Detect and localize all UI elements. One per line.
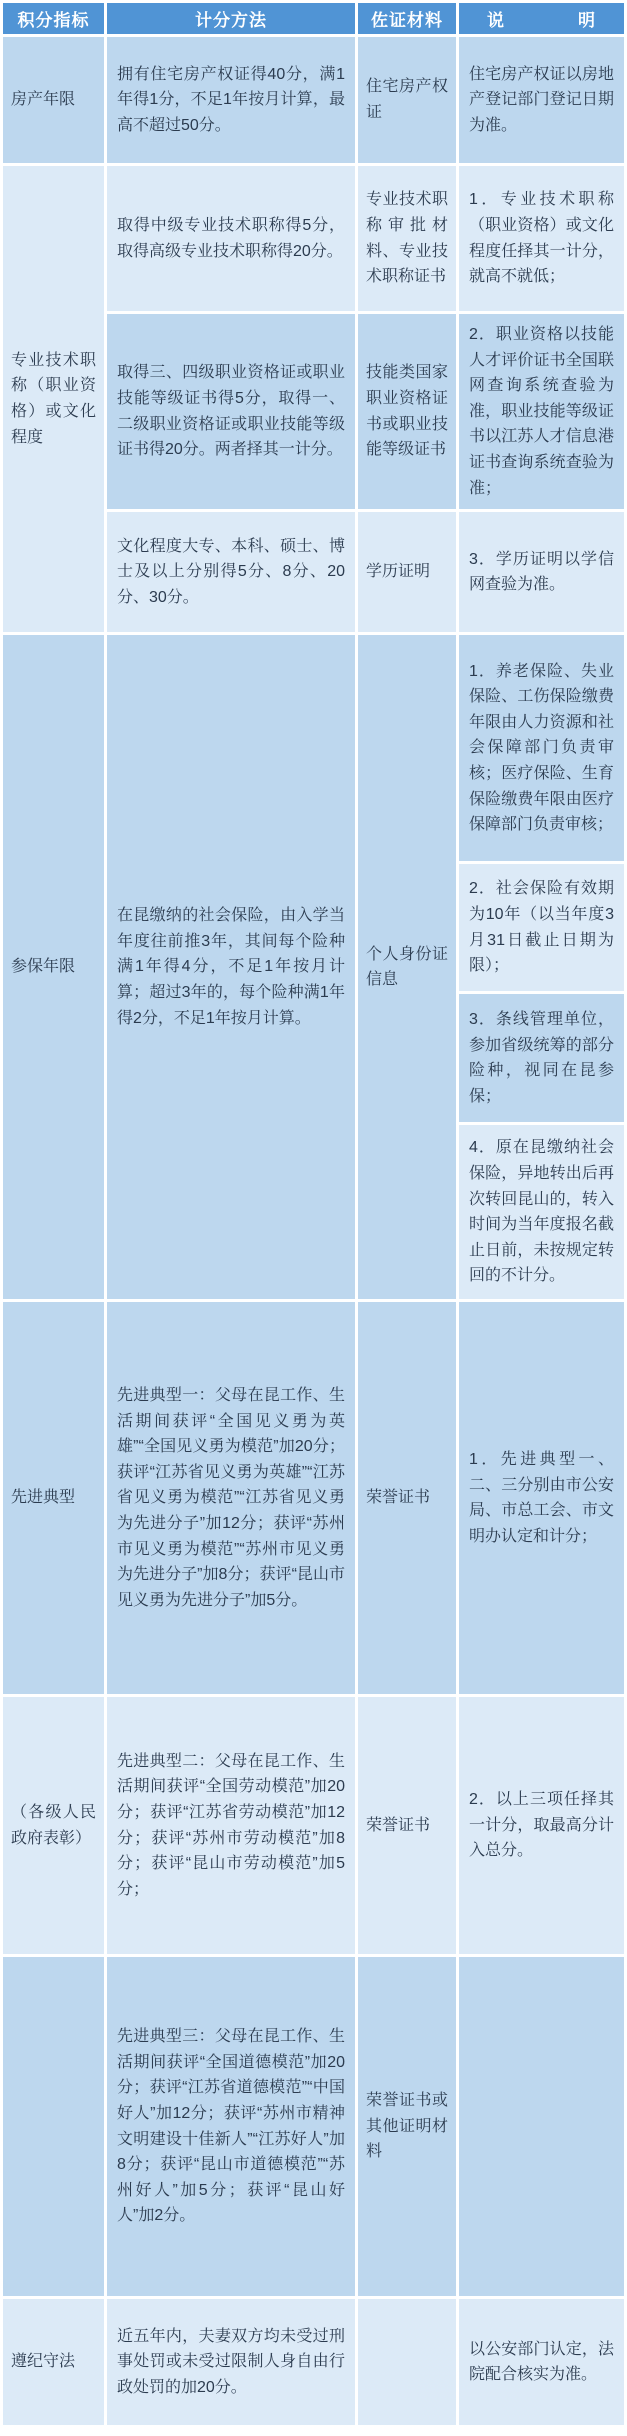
model2-indicator-cell: （各级人民政府表彰） (3, 1697, 104, 1954)
row-model2 (3, 1697, 624, 1954)
property-note-cell: 住宅房产权证以房地产登记部门登记日期为准。 (459, 37, 624, 163)
title-sub3-material-cell: 学历证明 (358, 512, 456, 632)
law-material-cell (358, 2299, 456, 2425)
law-indicator-cell: 遵纪守法 (3, 2299, 104, 2425)
model3-note-cell (459, 1957, 624, 2296)
insurance-note3-cell: 3．条线管理单位，参加省级统筹的部分险种，视同在昆参保； (459, 994, 624, 1122)
row-property (3, 37, 624, 163)
title-sub1-note-cell: 1．专业技术职称（职业资格）或文化程度任择其一计分，就高不就低； (459, 166, 624, 311)
insurance-note2-cell: 2．社会保险有效期为10年（以当年度3月31日截止日期为限）； (459, 864, 624, 991)
model3-material-cell: 荣誉证书或其他证明材料 (358, 1957, 456, 2296)
title-sub2-material-cell: 技能类国家职业资格证书或职业技能等级证书 (358, 314, 456, 509)
header-note: 说明 (459, 3, 624, 34)
row-title-sub1 (3, 166, 624, 311)
model2-note-cell: 2．以上三项任择其一计分，取最高分计入总分。 (459, 1697, 624, 1954)
model1-method-cell: 先进典型一：父母在昆工作、生活期间获评“全国见义勇为英雄”“全国见义勇为模范”加20分；获评“江苏省见义勇为英雄”“江苏省见义勇为模范”“江苏省见义勇为先进分子”加12分；获评“苏州市见义勇为模范”“苏州市见义勇为先进分子”加8分；获评“昆山市见义勇为先进分子”加5分。 (107, 1302, 355, 1694)
title-indicator-cell: 专业技术职称（职业资格）或文化程度 (3, 166, 104, 632)
insurance-note1-cell: 1．养老保险、失业保险、工伤保险缴费年限由人力资源和社会保障部门负责审核；医疗保险、生育保险缴费年限由医疗保障部门负责审核； (459, 635, 624, 861)
title-sub2-note-cell: 2．职业资格以技能人才评价证书全国联网查询系统查验为准，职业技能等级证书以江苏人才信息港证书查询系统查验为准； (459, 314, 624, 509)
model2-material-cell: 荣誉证书 (358, 1697, 456, 1954)
row-model3 (3, 1957, 624, 2296)
header-indicator: 积分指标 (3, 3, 104, 34)
model1-indicator-cell: 先进典型 (3, 1302, 104, 1694)
header-material: 佐证材料 (358, 3, 456, 34)
title-sub3-method-cell: 文化程度大专、本科、硕士、博士及以上分别得5分、8分、20分、30分。 (107, 512, 355, 632)
row-model1 (3, 1302, 624, 1694)
law-method-cell: 近五年内，夫妻双方均未受过刑事处罚或未受过限制人身自由行政处罚的加20分。 (107, 2299, 355, 2425)
title-sub1-method-cell: 取得中级专业技术职称得5分，取得高级专业技术职称得20分。 (107, 166, 355, 311)
property-method-cell: 拥有住宅房产权证得40分，满1年得1分，不足1年按月计算，最高不超过50分。 (107, 37, 355, 163)
property-material-cell: 住宅房产权证 (358, 37, 456, 163)
row-law (3, 2299, 624, 2425)
header-row (3, 3, 624, 34)
insurance-note4-cell: 4．原在昆缴纳社会保险，异地转出后再次转回昆山的，转入时间为当年度报名截止日前，未按规定转回的不计分。 (459, 1125, 624, 1299)
row-insurance (3, 635, 624, 861)
model1-material-cell: 荣誉证书 (358, 1302, 456, 1694)
insurance-method-cell: 在昆缴纳的社会保险，由入学当年度往前推3年，其间每个险种满1年得4分，不足1年按月计算；超过3年的，每个险种满1年得2分，不足1年按月计算。 (107, 635, 355, 1299)
model3-indicator-cell (3, 1957, 104, 2296)
model2-method-cell: 先进典型二：父母在昆工作、生活期间获评“全国劳动模范”加20分；获评“江苏省劳动模范”加12分；获评“苏州市劳动模范”加8分；获评“昆山市劳动模范”加5分； (107, 1697, 355, 1954)
insurance-indicator-cell: 参保年限 (3, 635, 104, 1299)
title-sub2-method-cell: 取得三、四级职业资格证或职业技能等级证书得5分，取得一、二级职业资格证或职业技能等级证书得20分。两者择其一计分。 (107, 314, 355, 509)
insurance-material-cell: 个人身份证信息 (358, 635, 456, 1299)
title-sub1-material-cell: 专业技术职称审批材料、专业技术职称证书 (358, 166, 456, 311)
property-indicator-cell: 房产年限 (3, 37, 104, 163)
header-method: 计分方法 (107, 3, 355, 34)
model3-method-cell: 先进典型三：父母在昆工作、生活期间获评“全国道德模范”加20分；获评“江苏省道德模范”“中国好人”加12分；获评“苏州市精神文明建设十佳新人”“江苏好人”加8分；获评“昆山市道德模范”“苏州好人”加5分；获评“昆山好人”加2分。 (107, 1957, 355, 2296)
title-sub3-note-cell: 3．学历证明以学信网查验为准。 (459, 512, 624, 632)
law-note-cell: 以公安部门认定，法院配合核实为准。 (459, 2299, 624, 2425)
model1-note-cell: 1．先进典型一、二、三分别由市公安局、市总工会、市文明办认定和计分； (459, 1302, 624, 1694)
